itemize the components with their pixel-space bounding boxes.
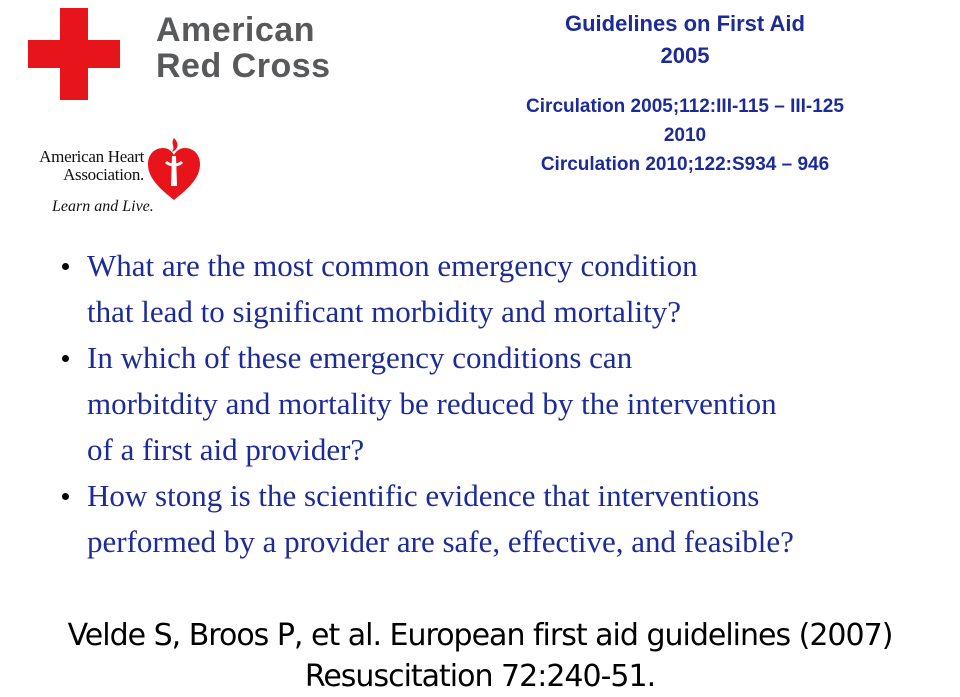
aha-wordmark-line1: American Heart xyxy=(39,147,144,166)
guidelines-title: Guidelines on First Aid xyxy=(565,11,805,36)
question-list xyxy=(62,243,957,565)
bullet-text-line: of a first aid provider? xyxy=(87,432,365,467)
bullet-text-line: What are the most common emergency condition xyxy=(87,248,698,283)
reference-citation xyxy=(0,615,960,697)
american-red-cross-wordmark xyxy=(156,12,331,84)
arc-wordmark-line1: American xyxy=(156,11,315,49)
aha-wordmark-line2: Association. xyxy=(63,165,144,184)
bullet-icon xyxy=(62,263,69,270)
american-heart-association-logo xyxy=(10,136,210,220)
heart-torch-icon xyxy=(146,136,202,202)
list-item xyxy=(62,243,957,335)
citation-line2: Resuscitation 72:240-51. xyxy=(304,659,656,694)
guidelines-year-2010: 2010 xyxy=(663,125,707,146)
aha-wordmark xyxy=(10,148,144,184)
bullet-text-line: In which of these emergency conditions can xyxy=(87,340,633,375)
circulation-2005-citation: Circulation 2005;112:III-115 – III-125 xyxy=(526,96,844,117)
aha-tagline: Learn and Live. xyxy=(52,198,154,215)
list-item xyxy=(62,335,957,473)
citation-line1: Velde S, Broos P, et al. European first aid guidelines (2007) xyxy=(67,618,893,653)
guidelines-header xyxy=(420,8,950,179)
arc-wordmark-line2: Red Cross xyxy=(156,47,331,85)
bullet-text-line: morbitdity and mortality be reduced by the intervention xyxy=(87,386,777,421)
bullet-icon xyxy=(62,493,69,500)
bullet-text-line: performed by a provider are safe, effective, and feasible? xyxy=(87,524,794,559)
american-red-cross-logo xyxy=(28,8,331,100)
red-cross-icon xyxy=(28,8,120,100)
guidelines-year-2005: 2005 xyxy=(660,43,710,68)
bullet-text-line: that lead to significant morbidity and mortality? xyxy=(87,294,682,329)
circulation-2010-citation: Circulation 2010;122:S934 – 946 xyxy=(540,154,830,175)
bullet-text-line: How stong is the scientific evidence that interventions xyxy=(87,478,760,513)
list-item xyxy=(62,473,957,565)
bullet-icon xyxy=(62,355,69,362)
